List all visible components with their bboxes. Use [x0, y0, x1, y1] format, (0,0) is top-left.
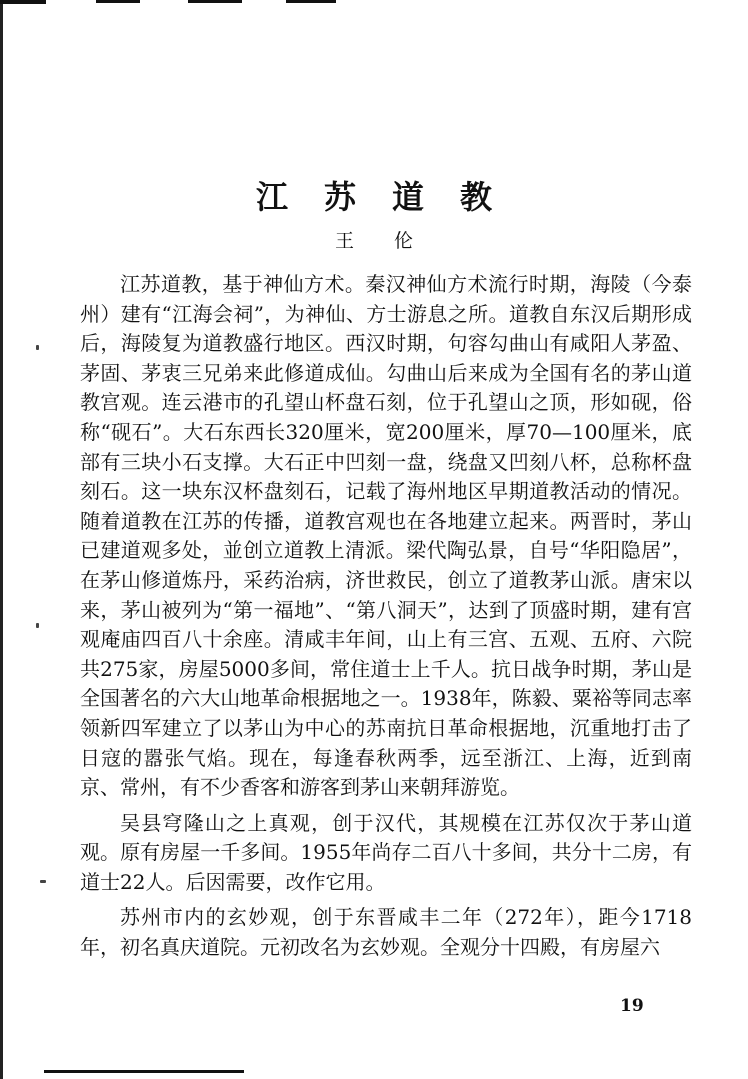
article-title: 江苏道教 — [255, 178, 528, 216]
scan-speck — [36, 623, 39, 628]
scan-top-rule-1 — [0, 0, 46, 4]
scan-speck — [36, 345, 39, 350]
scan-top-rule-2 — [96, 0, 140, 3]
paragraph: 吴县穹隆山之上真观，创于汉代，其规模在江苏仅次于茅山道观。原有房屋一千多间。1955年尚存二百八十多间，共分十二房，有道士22人。后因需要，改作它用。 — [80, 810, 692, 894]
article-body — [80, 270, 692, 963]
article-author: 王伦 — [334, 230, 453, 252]
scan-left-border — [0, 0, 3, 1079]
paragraph: 江苏道教，基于神仙方术。秦汉神仙方术流行时期，海陵（今泰州）建有“江海会祠”，为神仙、方士游息之所。道教自东汉后期形成后，海陵复为道教盛行地区。西汉时期，句容勾曲山有咸阳人茅盈、茅固、茅衷三兄弟来此修道成仙。勾曲山后来成为全国有名的茅山道教宫观。连云港市的孔望山杯盘石刻，位于孔望山之顶，形如砚，俗称“砚石”。大石东西长320厘米，宽200厘米，厚70—100厘米，底部有三块小石支撑。大石正中凹刻一盘，绕盘又凹刻八杯，总称杯盘刻石。这一块东汉杯盘刻石，记载了海州地区早期道教活动的情况。随着道教在江苏的传播，道教宫观也在各地建立起来。两晋时，茅山已建道观多处，並创立道教上清派。梁代陶弘景，自号“华阳隐居”，在茅山修道炼丹，采药治病，济世救民，创立了道教茅山派。唐宋以来，茅山被列为“第一福地”、“第八洞天”，达到了顶盛时期，建有宫观庵庙四百八十余座。清咸丰年间，山上有三宫、五观、五府、六院共275家，房屋5000多间，常住道士上千人。抗日战争时期，茅山是全国著名的六大山地革命根据地之一。1938年，陈毅、粟裕等同志率领新四军建立了以茅山为中心的苏南抗日革命根据地，沉重地打击了日寇的嚣张气焰。现在，每逢春秋两季，远至浙江、上海，近到南京、常州，有不少香客和游客到茅山来朝拜游览。 — [80, 272, 692, 800]
paragraph: 苏州市内的玄妙观，创于东晋咸丰二年（272年），距今1718年，初名真庆道院。元初改名为玄妙观。全观分十四殿，有房屋六 — [80, 905, 692, 960]
page-number: 19 — [620, 996, 644, 1016]
scan-top-rule-3 — [188, 0, 242, 3]
scan-top-rule-4 — [286, 0, 336, 3]
scan-speck — [40, 880, 46, 883]
scan-bottom-rule — [44, 1070, 244, 1073]
